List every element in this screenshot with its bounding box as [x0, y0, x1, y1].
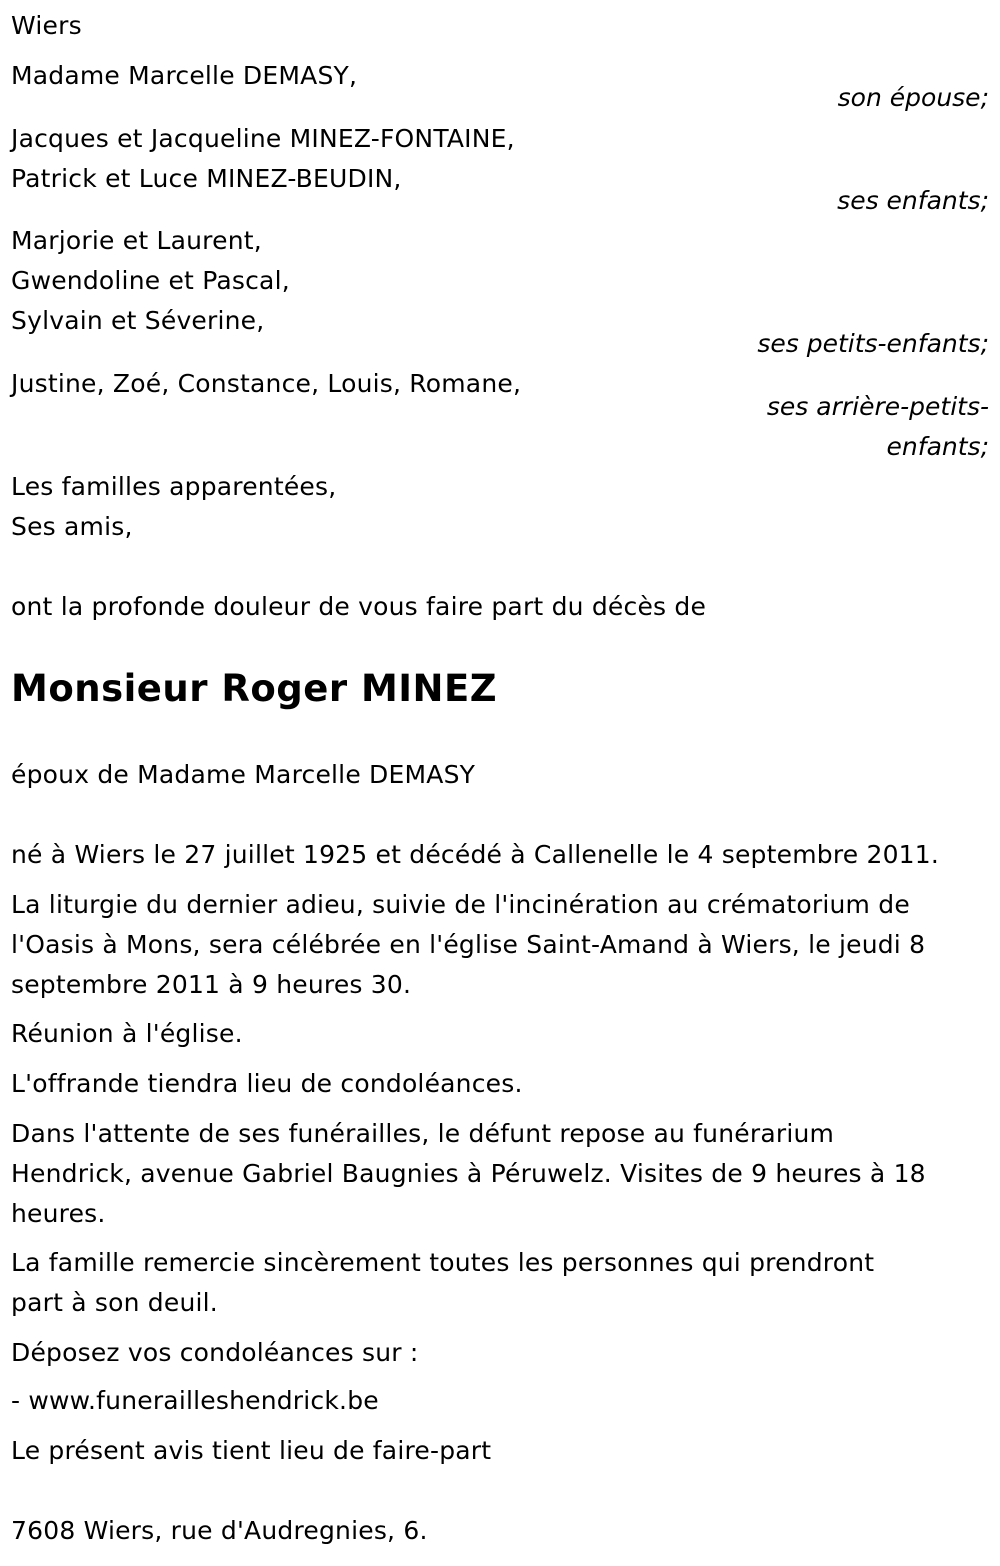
meeting-line: Réunion à l'église.	[11, 1019, 243, 1048]
liturgy-line-2: l'Oasis à Mons, sera célébrée en l'église Saint-Amand à Wiers, le jeudi 8	[11, 930, 926, 959]
repose-line-1: Dans l'attente de ses funérailles, le défunt repose au funérarium	[11, 1119, 835, 1148]
birth-death-line: né à Wiers le 27 juillet 1925 et décédé à Callenelle le 4 septembre 2011.	[11, 840, 940, 869]
condolences-label: Déposez vos condoléances sur :	[11, 1338, 419, 1367]
repose-line-2: Hendrick, avenue Gabriel Baugnies à Péruwelz. Visites de 9 heures à 18	[11, 1159, 926, 1188]
deceased-name: Monsieur Roger MINEZ	[11, 667, 498, 710]
child-name-1: Jacques et Jacqueline MINEZ-FONTAINE,	[11, 124, 515, 153]
locality: Wiers	[11, 11, 82, 40]
spouse-role: son épouse;	[837, 83, 989, 112]
grandchild-name-3: Sylvain et Séverine,	[11, 306, 265, 335]
great-grandchildren-role-line2: enfants;	[886, 432, 989, 461]
offering-line: L'offrande tiendra lieu de condoléances.	[11, 1069, 523, 1098]
grandchildren-role: ses petits-enfants;	[757, 329, 989, 358]
thanks-line-1: La famille remercie sincèrement toutes les personnes qui prendront	[11, 1248, 875, 1277]
thanks-line-2: part à son deuil.	[11, 1288, 218, 1317]
grandchild-name-1: Marjorie et Laurent,	[11, 226, 262, 255]
great-grandchildren-role-line1: ses arrière-petits-	[766, 392, 989, 421]
children-role: ses enfants;	[837, 186, 989, 215]
repose-line-3: heures.	[11, 1199, 106, 1228]
address-line: 7608 Wiers, rue d'Audregnies, 6.	[11, 1516, 428, 1545]
condolences-link[interactable]: - www.funerailleshendrick.be	[11, 1386, 379, 1415]
spouse-of: époux de Madame Marcelle DEMASY	[11, 760, 476, 789]
spouse-name: Madame Marcelle DEMASY,	[11, 61, 358, 90]
liturgy-line-1: La liturgie du dernier adieu, suivie de l'incinération au crématorium de	[11, 890, 910, 919]
grandchild-name-2: Gwendoline et Pascal,	[11, 266, 290, 295]
great-grandchildren-names: Justine, Zoé, Constance, Louis, Romane,	[11, 369, 522, 398]
child-name-2: Patrick et Luce MINEZ-BEUDIN,	[11, 164, 402, 193]
related-families: Les familles apparentées,	[11, 472, 337, 501]
notice-line: Le présent avis tient lieu de faire-part	[11, 1436, 492, 1465]
friends: Ses amis,	[11, 512, 133, 541]
liturgy-line-3: septembre 2011 à 9 heures 30.	[11, 970, 412, 999]
announcement-text: ont la profonde douleur de vous faire part du décès de	[11, 592, 707, 621]
